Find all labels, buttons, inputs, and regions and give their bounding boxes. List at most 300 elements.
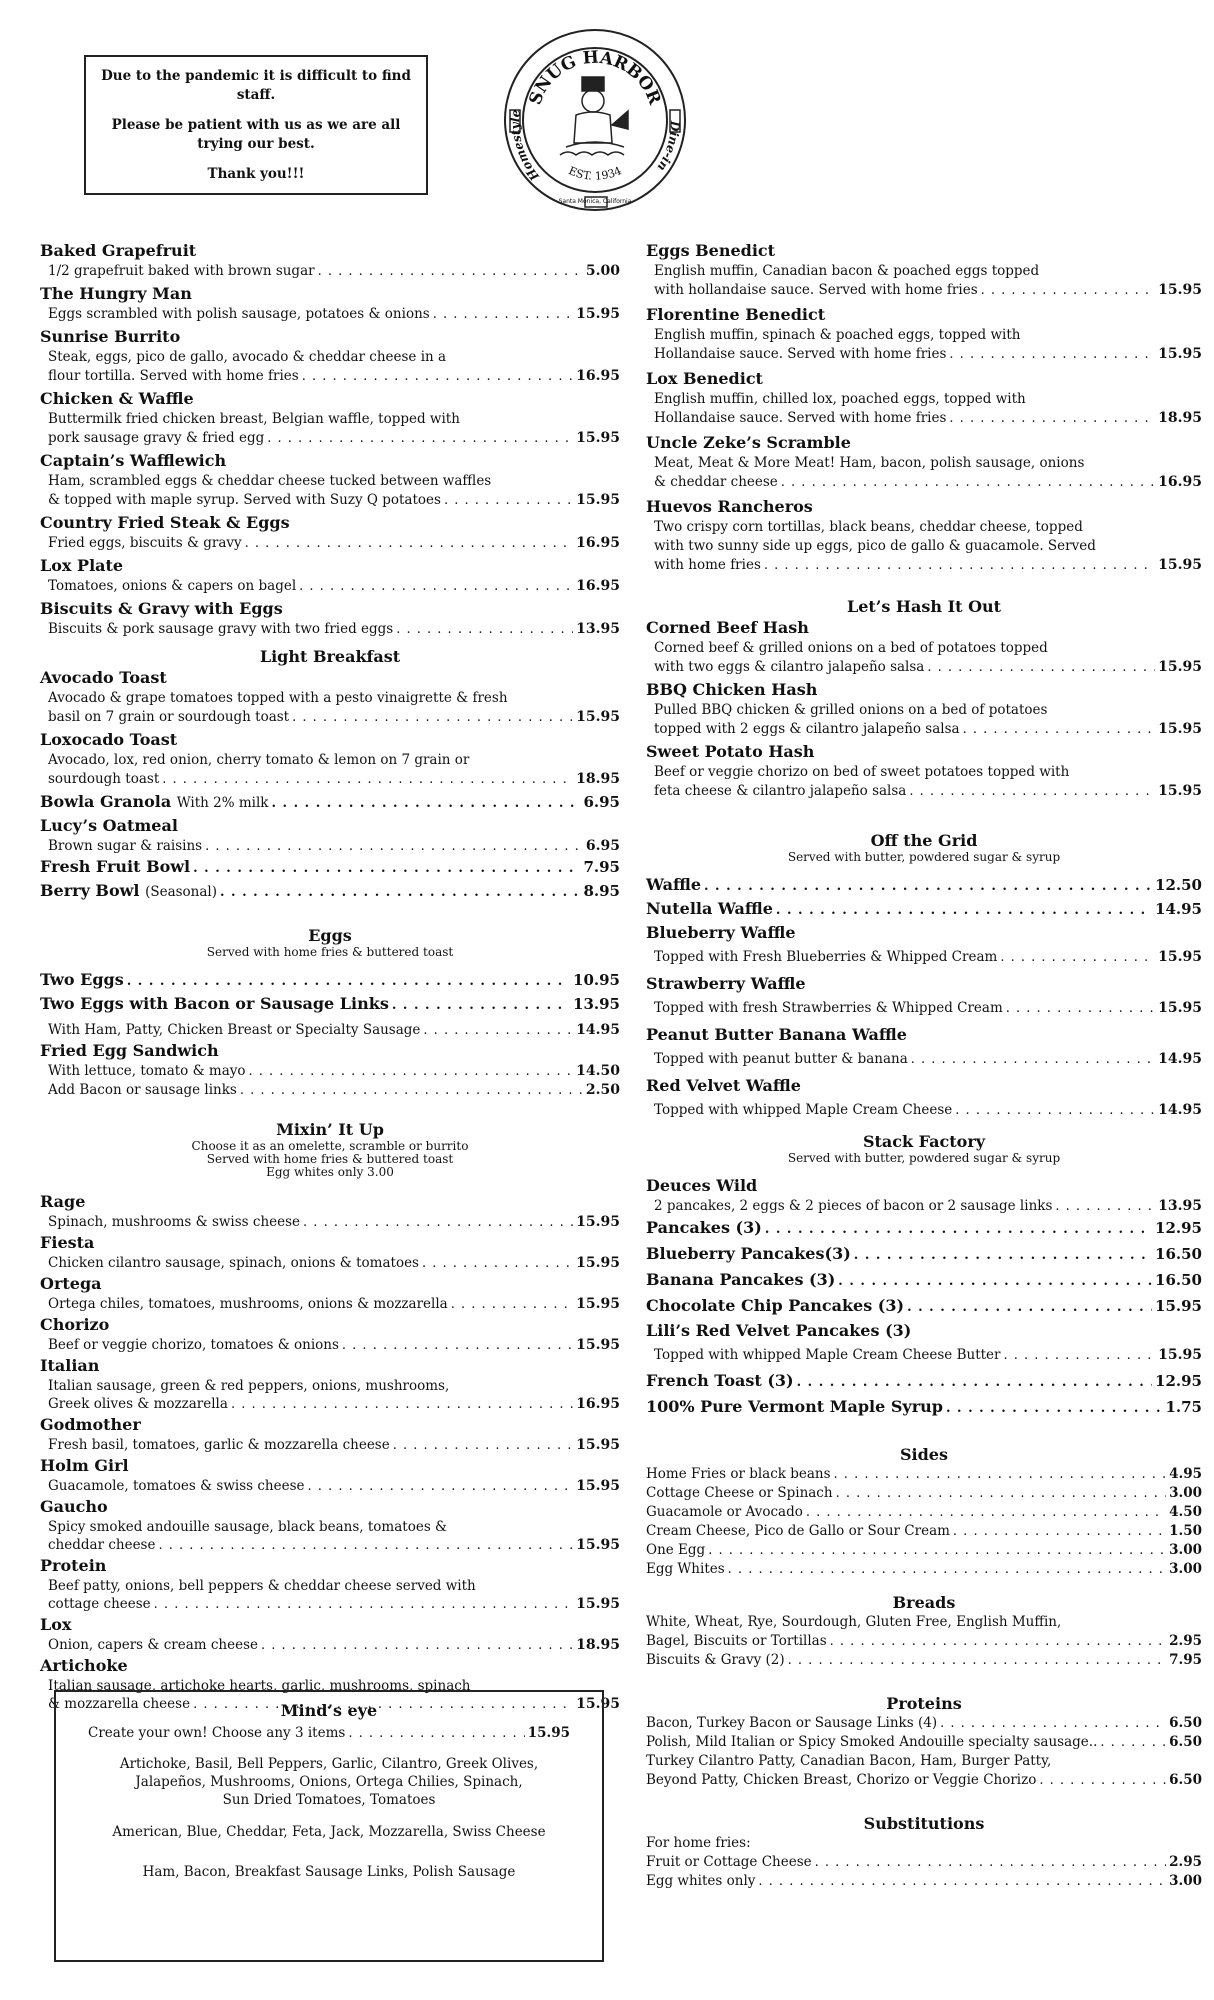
item-description-price: 15.95 [1158,783,1202,799]
item-description-text: & topped with maple syrup. Served with Suzy Q potatoes [48,492,441,508]
svg-text:Dine-in [654,120,682,174]
minds-eye-veg-3: Sun Dried Tomatoes, Tomatoes [222,1792,436,1808]
menu-item [40,1555,620,1614]
item-description-price: 15.95 [576,430,620,446]
item-description [646,658,1202,677]
menu-item-text: Two Eggs with Bacon or Sausage Links [40,994,389,1013]
item-note: With 2% milk [176,795,269,811]
item-description: Ham, scrambled eggs & cheddar cheese tucked between waffles [48,473,492,489]
logo-left-text: Homestyle [508,108,542,184]
item-description: English muffin, spinach & poached eggs, topped with [654,327,1021,343]
item-name: Peanut Butter Banana Waffle [646,1025,907,1044]
menu-item-text: French Toast (3) [646,1371,794,1390]
minds-eye-veg-1: Artichoke, Basil, Bell Peppers, Garlic, Cilantro, Greek Olives, [119,1756,539,1772]
item-description: English muffin, chilled lox, poached eggs, topped with [654,391,1026,407]
minds-eye-box [54,1690,604,1962]
item-name: Protein [40,1556,107,1575]
proteins-line-text: Beyond Patty, Chicken Breast, Chorizo or Veggie Chorizo [646,1772,1037,1788]
item-description-price: 15.95 [576,306,620,322]
menu-item [40,1191,620,1232]
section-mixin-note: Choose it as an omelette, scramble or burrito [191,1139,469,1153]
minds-eye-veg-2: Jalapeños, Mushrooms, Onions, Ortega Chilies, Spinach, [135,1774,523,1790]
item-price: 8.95 [583,882,620,900]
item-description-price: 13.95 [1158,1198,1202,1214]
item-description: Meat, Meat & More Meat! Ham, bacon, polish sausage, onions [654,455,1085,471]
item-description [40,1436,620,1455]
item-description [40,1595,620,1614]
item-description-text: with two eggs & cilantro jalapeño salsa [654,659,925,675]
menu-item [646,496,1202,575]
item-description-price: 15.95 [576,1478,620,1494]
item-name: Rage [40,1192,86,1211]
item-description-price: 15.95 [1158,659,1202,675]
proteins-line-text: Bacon, Turkey Bacon or Sausage Links (4) [646,1715,938,1731]
menu-item [646,1395,1202,1421]
breads-line-text: Bagel, Biscuits or Tortillas [646,1633,827,1649]
menu-item [40,240,620,281]
item-description-price: 16.95 [576,368,620,384]
menu-item [40,1355,620,1414]
menu-item [646,240,1202,300]
menu-item-price: 16.50 [1155,1271,1202,1289]
item-description [646,944,1202,971]
item-description: Avocado & grape tomatoes topped with a pesto vinaigrette & fresh [48,690,508,706]
item-name [40,880,217,903]
menu-item [40,326,620,386]
item-name-text: Berry Bowl [40,881,140,900]
side-item-price: 3.00 [1169,1561,1202,1577]
item-description: Steak, eggs, pico de gallo, avocado & cheddar cheese in a [48,349,447,365]
menu-item [646,1294,1202,1320]
side-item-price: 4.95 [1169,1466,1202,1482]
menu-item-text: Pancakes (3) [646,1218,762,1237]
menu-item [646,1216,1202,1242]
minds-eye-title: Mind’s eye [280,1701,378,1720]
logo-city: Santa Monica, California [558,198,632,205]
side-item-price: 1.50 [1169,1523,1202,1539]
item-name: Gaucho [40,1497,108,1516]
item-description-text: sourdough toast [48,771,160,787]
item-description-price: 15.95 [1158,721,1202,737]
item-description [40,837,620,856]
item-name: Strawberry Waffle [646,974,806,993]
item-description [646,720,1202,739]
menu-item [40,993,620,1017]
item-name: Chicken & Waffle [40,389,194,408]
menu-item [40,598,620,639]
item-description-price: 15.95 [576,1337,620,1353]
menu-item-text: Blueberry Pancakes(3) [646,1244,851,1263]
item-description-text: Add Bacon or sausage links [48,1082,237,1098]
menu-item [40,555,620,596]
item-description [40,1295,620,1314]
item-description [40,367,620,386]
item-description-price: 15.95 [576,1696,620,1712]
item-description-text: & cheddar cheese [654,474,778,490]
item-description-text: Tomatoes, onions & capers on bagel [48,578,297,594]
pandemic-notice [84,55,428,195]
item-name: Avocado Toast [40,668,167,687]
proteins-line-price: 6.50 [1169,1715,1202,1731]
item-description-text: with home fries [654,557,761,573]
proteins-line-price: 6.50 [1169,1734,1202,1750]
subs-line: For home fries: [646,1835,751,1851]
item-name: Chorizo [40,1315,110,1334]
logo-est: EST. 1934 [566,164,624,183]
notice-line-3: Thank you!!! [207,166,305,182]
item-description-text: flour tortilla. Served with home fries [48,368,299,384]
item-description [40,1536,620,1555]
menu-item [40,512,620,553]
item-description: Two crispy corn tortillas, black beans, cheddar cheese, topped [654,519,1083,535]
minds-eye-create: Create your own! Choose any 3 items [88,1725,346,1741]
item-description-text: cheddar cheese [48,1537,156,1553]
item-description-text: with hollandaise sauce. Served with home fries [654,282,978,298]
section-hash: Let’s Hash It Out [846,597,1002,616]
subs-line-price: 3.00 [1169,1873,1202,1889]
item-description-text: Fried eggs, biscuits & gravy [48,535,242,551]
menu-item [646,1075,1202,1124]
menu-item [40,1455,620,1496]
item-name-text: Bowla Granola [40,792,172,811]
item-name [40,791,268,814]
item-name: Red Velvet Waffle [646,1076,801,1095]
item-name: Lili’s Red Velvet Pancakes (3) [646,1321,912,1340]
item-description: English muffin, Canadian bacon & poached eggs topped [654,263,1040,279]
side-item-text: Cream Cheese, Pico de Gallo or Sour Cream [646,1523,950,1539]
item-description-price: 14.95 [1158,1102,1202,1118]
menu-item [40,1314,620,1355]
item-description-price: 16.95 [576,1396,620,1412]
item-name: Corned Beef Hash [646,618,809,637]
item-description-text: Hollandaise sauce. Served with home fries [654,410,947,426]
item-name: Artichoke [40,1656,128,1675]
item-description-text: Brown sugar & raisins [48,838,203,854]
menu-item [40,729,620,789]
menu-item [646,617,1202,677]
item-name: Country Fried Steak & Eggs [40,513,290,532]
item-description-text: & mozzarella cheese [48,1696,191,1712]
item-description-text: Topped with whipped Maple Cream Cheese [654,1102,953,1118]
item-description-text: Eggs scrambled with polish sausage, potatoes & onions [48,306,430,322]
item-description [646,1097,1202,1124]
item-description-price: 15.95 [1158,1000,1202,1016]
item-description: Italian sausage, artichoke hearts, garlic, mushrooms, spinach [48,1678,471,1694]
section-proteins: Proteins [886,1694,962,1713]
item-name: BBQ Chicken Hash [646,680,818,699]
item-description-text: Chicken cilantro sausage, spinach, onions & tomatoes [48,1255,419,1271]
item-description [40,620,620,639]
item-description: Beef or veggie chorizo on bed of sweet potatoes topped with [654,764,1070,780]
item-description: Spicy smoked andouille sausage, black beans, tomatoes & [48,1519,448,1535]
item-description-price: 15.95 [1158,346,1202,362]
item-description-text: Ortega chiles, tomatoes, mushrooms, onions & mozzarella [48,1296,448,1312]
side-item [646,1465,1202,1484]
item-description-price: 18.95 [576,771,620,787]
menu-item [646,1024,1202,1073]
item-description [40,1254,620,1273]
minds-eye-vegetables [78,1755,580,1809]
menu-item [646,898,1202,922]
right-column [646,240,1202,1891]
item-description [646,345,1202,364]
side-item-text: Cottage Cheese or Spinach [646,1485,833,1501]
item-description [40,1081,620,1100]
menu-item [646,1268,1202,1294]
minds-eye-create-row [78,1724,580,1743]
item-name: Sweet Potato Hash [646,742,815,761]
section-eggs: Eggs [308,926,352,945]
item-description [646,782,1202,801]
side-item [646,1522,1202,1541]
side-item [646,1503,1202,1522]
item-description-text: topped with 2 eggs & cilantro jalapeño salsa [654,721,960,737]
item-description [40,1062,620,1081]
side-item-text: One Egg [646,1542,706,1558]
item-description [40,305,620,324]
item-description-price: 2.50 [585,1082,620,1098]
item-name: Lucy’s Oatmeal [40,816,178,835]
subs-line [646,1872,1202,1891]
item-description-text: Biscuits & pork sausage gravy with two fried eggs [48,621,394,637]
item-price: 6.95 [583,793,620,811]
subs-line-text: Egg whites only [646,1873,756,1889]
menu-item [646,741,1202,801]
item-description [646,556,1202,575]
item-description-text: Spinach, mushrooms & swiss cheese [48,1214,301,1230]
menu-item [40,1273,620,1314]
item-description-price: 14.95 [1158,1051,1202,1067]
menu-item [646,922,1202,971]
item-description [646,409,1202,428]
item-description [40,491,620,510]
subs-line-price: 2.95 [1169,1854,1202,1870]
item-description [40,1021,620,1040]
side-item-text: Home Fries or black beans [646,1466,831,1482]
item-description-text: Beef or veggie chorizo, tomatoes & onions [48,1337,339,1353]
menu-item-price: 12.95 [1155,1372,1202,1390]
item-description: Avocado, lox, red onion, cherry tomato & lemon on 7 grain or [48,752,470,768]
item-description [646,473,1202,492]
item-name: Lox Plate [40,556,124,575]
item-description-text: feta cheese & cilantro jalapeño salsa [654,783,907,799]
section-substitutions: Substitutions [863,1814,985,1833]
menu-item [40,880,620,904]
menu-item [40,1614,620,1655]
section-stack-note: Served with butter, powdered sugar & syrup [787,1151,1061,1165]
menu-item-price: 15.95 [1155,1297,1202,1315]
item-description-text: Greek olives & mozzarella [48,1396,228,1412]
minds-eye-meats: Ham, Bacon, Breakfast Sausage Links, Polish Sausage [142,1864,516,1880]
breads-line-price: 2.95 [1169,1633,1202,1649]
menu-item-text: Two Eggs [40,970,124,989]
item-description-text: Onion, capers & cream cheese [48,1637,259,1653]
subs-line [646,1853,1202,1872]
item-name: The Hungry Man [40,284,192,303]
menu-item [646,874,1202,898]
item-description [646,1197,1202,1216]
breads-line-text: Biscuits & Gravy (2) [646,1652,785,1668]
menu-item [40,1414,620,1455]
menu-item [40,1496,620,1555]
menu-item [646,1242,1202,1268]
item-description-price: 15.95 [576,1214,620,1230]
side-item [646,1560,1202,1579]
menu-item-price: 14.95 [1155,900,1202,918]
item-name: Captain’s Wafflewich [40,451,227,470]
menu-item [40,969,620,993]
item-name: Baked Grapefruit [40,241,197,260]
item-description-price: 15.95 [576,1255,620,1271]
item-description-price: 15.95 [1158,557,1202,573]
section-breads: Breads [892,1593,956,1612]
item-description-text: basil on 7 grain or sourdough toast [48,709,290,725]
menu-item [40,1232,620,1273]
section-mixin-note: Egg whites only 3.00 [266,1165,394,1179]
item-description [646,995,1202,1022]
item-name: Godmother [40,1415,141,1434]
item-description-text: Topped with fresh Strawberries & Whipped Cream [654,1000,1003,1016]
menu-item-price: 12.95 [1155,1219,1202,1237]
side-item-text: Guacamole or Avocado [646,1504,803,1520]
item-description-price: 18.95 [576,1637,620,1653]
item-description [40,770,620,789]
item-name: Fried Egg Sandwich [40,1041,219,1060]
section-mixin: Mixin’ It Up [276,1120,384,1139]
section-eggs-note: Served with home fries & buttered toast [206,945,454,959]
menu-item-text: 100% Pure Vermont Maple Syrup [646,1397,943,1416]
item-description: Buttermilk fried chicken breast, Belgian waffle, topped with [48,411,460,427]
item-description-text: Topped with peanut butter & banana [654,1051,908,1067]
proteins-line-text: Polish, Mild Italian or Spicy Smoked Andouille specialty sausage.. [646,1734,1098,1750]
menu-item-price: 16.50 [1155,1245,1202,1263]
item-description-price: 15.95 [576,709,620,725]
minds-eye-price: 15.95 [527,1725,570,1741]
item-description-text: pork sausage gravy & fried egg [48,430,265,446]
item-description-price: 15.95 [1158,282,1202,298]
item-name: Blueberry Waffle [646,923,796,942]
item-description [646,1342,1202,1369]
menu-item [40,283,620,324]
item-description-price: 14.95 [576,1022,620,1038]
item-description-text: With lettuce, tomato & mayo [48,1063,246,1079]
item-description [40,262,620,281]
item-description-price: 15.95 [1158,1347,1202,1363]
item-description-text: 2 pancakes, 2 eggs & 2 pieces of bacon or 2 sausage links [654,1198,1053,1214]
breads-line-price: 7.95 [1169,1652,1202,1668]
item-name: Deuces Wild [646,1176,758,1195]
item-description-text: Topped with whipped Maple Cream Cheese Butter [654,1347,1001,1363]
item-description-text: Guacamole, tomatoes & swiss cheese [48,1478,305,1494]
item-name: Holm Girl [40,1456,129,1475]
item-description: Corned beef & grilled onions on a bed of potatoes topped [654,640,1048,656]
item-name: Ortega [40,1274,102,1293]
item-name: Uncle Zeke’s Scramble [646,433,851,452]
item-description-text: With Ham, Patty, Chicken Breast or Specialty Sausage [48,1022,421,1038]
item-description-price: 16.95 [576,578,620,594]
item-description-price: 15.95 [576,1537,620,1553]
breads-line [646,1632,1202,1651]
item-description [646,281,1202,300]
item-description-price: 15.95 [1158,949,1202,965]
item-description-price: 16.95 [576,535,620,551]
breads-line [646,1651,1202,1670]
side-item [646,1541,1202,1560]
item-name: Lox [40,1615,72,1634]
item-description [40,577,620,596]
item-name: Loxocado Toast [40,730,178,749]
item-description-price: 16.95 [1158,474,1202,490]
item-name: Biscuits & Gravy with Eggs [40,599,283,618]
item-description [40,1636,620,1655]
proteins-line [646,1771,1202,1790]
notice-line-1: Due to the pandemic it is difficult to find staff. [101,68,411,103]
item-name: Florentine Benedict [646,305,826,324]
menu-item-price: 1.75 [1165,1398,1202,1416]
item-description [40,708,620,727]
item-description-price: 5.00 [585,263,620,279]
menu-item [40,450,620,510]
item-description-price: 6.95 [585,838,620,854]
item-description-price: 15.95 [576,1296,620,1312]
logo-right-text: Dine-in [654,120,682,174]
item-price: 7.95 [583,858,620,876]
item-name: Sunrise Burrito [40,327,181,346]
captain-illustration-icon [560,77,628,155]
menu-item [646,368,1202,428]
section-sides: Sides [899,1445,948,1464]
item-description-price: 15.95 [576,492,620,508]
menu-item-text: Banana Pancakes (3) [646,1270,836,1289]
item-description [40,429,620,448]
item-description: Beef patty, onions, bell peppers & cheddar cheese served with [48,1578,476,1594]
item-name: Lox Benedict [646,369,763,388]
menu-item [646,432,1202,492]
side-item-text: Egg Whites [646,1561,725,1577]
item-description-text: 1/2 grapefruit baked with brown sugar [48,263,315,279]
item-description-price: 14.50 [576,1063,620,1079]
svg-text:EST. 1934 [567,164,624,183]
item-description-text: Fresh basil, tomatoes, garlic & mozzarella cheese [48,1437,390,1453]
left-column [40,240,620,1714]
item-description: with two sunny side up eggs, pico de gallo & guacamole. Served [654,538,1096,554]
menu-item [40,667,620,727]
item-description-price: 13.95 [576,621,620,637]
menu-item-price: 10.95 [573,971,620,989]
menu-item-price: 13.95 [573,995,620,1013]
menu-item [40,388,620,448]
snug-harbor-logo [500,25,690,215]
side-item [646,1484,1202,1503]
subs-line-text: Fruit or Cottage Cheese [646,1854,812,1870]
item-name: Eggs Benedict [646,241,776,260]
menu-item [646,679,1202,739]
menu-item [40,856,620,880]
item-description: Pulled BBQ chicken & grilled onions on a bed of potatoes [654,702,1048,718]
logo-name: SNUG HARBOR [525,47,665,108]
item-description-price: 15.95 [576,1437,620,1453]
item-name [40,856,190,878]
minds-eye-cheeses: American, Blue, Cheddar, Feta, Jack, Mozzarella, Swiss Cheese [112,1824,546,1840]
item-description [40,1395,620,1414]
proteins-line: Turkey Cilantro Patty, Canadian Bacon, Ham, Burger Patty, [646,1753,1052,1769]
item-description: Italian sausage, green & red peppers, onions, mushrooms, [48,1378,450,1394]
item-description [646,1046,1202,1073]
svg-text:Homestyle [508,109,542,184]
menu-item-text: Chocolate Chip Pancakes (3) [646,1296,905,1315]
side-item-price: 3.00 [1169,1542,1202,1558]
menu-item [40,791,620,815]
